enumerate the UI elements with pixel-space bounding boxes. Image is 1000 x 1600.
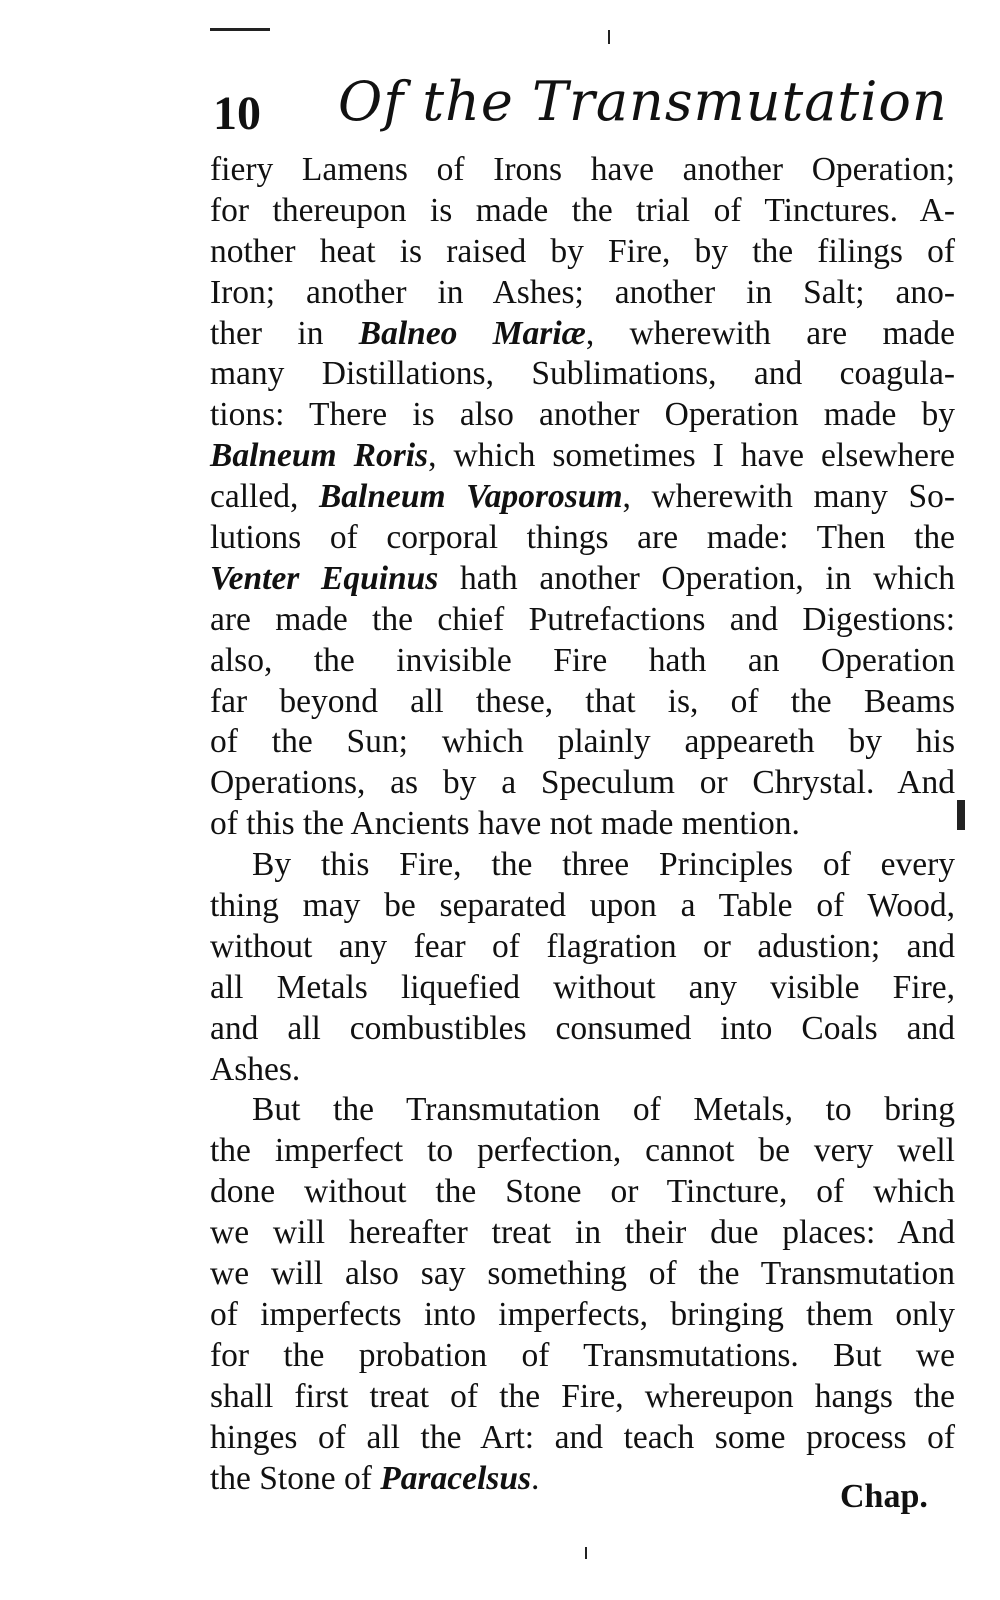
text-line: But the Transmutation of Metals, to bring bbox=[252, 1091, 955, 1129]
text-line: By this Fire, the three Principles of every bbox=[252, 846, 955, 884]
text-line: we will hereafter treat in their due places: And bbox=[210, 1214, 955, 1252]
italic-term: Paracelsus bbox=[380, 1459, 532, 1497]
text-line: and all combustibles consumed into Coals and bbox=[210, 1009, 955, 1047]
text-line: are made the chief Putrefactions and Digestions: bbox=[210, 600, 955, 638]
text-line: tions: There is also another Operation made by bbox=[210, 396, 955, 434]
text-fragment: . bbox=[531, 1459, 540, 1497]
running-head: Of the Transmutation bbox=[338, 70, 948, 133]
text-line: also, the invisible Fire hath an Operation bbox=[210, 641, 955, 679]
text-line bbox=[210, 436, 955, 477]
text-line: lutions of corporal things are made: Then the bbox=[210, 519, 955, 557]
text-line: all Metals liquefied without any visible Fire, bbox=[210, 968, 955, 1006]
text-fragment: called, bbox=[210, 478, 319, 516]
text-line: nother heat is raised by Fire, by the filings of bbox=[210, 232, 955, 270]
scan-mark-right bbox=[957, 800, 965, 830]
scan-mark-top bbox=[210, 28, 270, 31]
text-line: of the Sun; which plainly appeareth by his bbox=[210, 723, 955, 761]
text-fragment: , wherewith many So- bbox=[622, 478, 956, 516]
text-line: shall first treat of the Fire, whereupon hangs the bbox=[210, 1377, 955, 1415]
italic-term: Balneum Vaporosum bbox=[318, 478, 623, 516]
text-line: without any fear of flagration or adustion; and bbox=[210, 927, 955, 965]
text-line: done without the Stone or Tincture, of which bbox=[210, 1173, 955, 1211]
body-text bbox=[210, 150, 955, 1499]
text-line: for the probation of Transmutations. But we bbox=[210, 1336, 955, 1374]
page-header bbox=[213, 70, 953, 150]
text-line: thing may be separated upon a Table of Wood, bbox=[210, 887, 955, 925]
text-line bbox=[210, 477, 955, 518]
text-fragment: the Stone of bbox=[210, 1459, 381, 1497]
text-line bbox=[210, 559, 955, 600]
scan-mark-bottom bbox=[585, 1547, 587, 1559]
text-line: we will also say something of the Transmutation bbox=[210, 1255, 955, 1293]
text-line: for thereupon is made the trial of Tinctures. A- bbox=[210, 191, 955, 229]
text-fragment: , which sometimes I have elsewhere bbox=[428, 437, 955, 475]
italic-term: Balneum Roris bbox=[210, 437, 429, 475]
italic-term: Balneo Mariæ bbox=[358, 314, 586, 352]
text-line: of this the Ancients have not made mention. bbox=[210, 805, 800, 843]
text-line: far beyond all these, that is, of the Beams bbox=[210, 682, 955, 720]
text-fragment: ther in bbox=[210, 314, 359, 352]
text-fragment: hath another Operation, in which bbox=[438, 559, 955, 597]
page-number: 10 bbox=[213, 87, 261, 140]
catchword: Chap. bbox=[840, 1478, 928, 1515]
text-line: the imperfect to perfection, cannot be very well bbox=[210, 1132, 955, 1170]
text-line: of imperfects into imperfects, bringing them only bbox=[210, 1295, 955, 1333]
text-line: Iron; another in Ashes; another in Salt; ano- bbox=[210, 273, 955, 311]
italic-term: Venter Equinus bbox=[210, 559, 439, 597]
text-line: Ashes. bbox=[210, 1050, 301, 1088]
scan-mark-top-right bbox=[608, 30, 610, 44]
text-fragment: , wherewith are made bbox=[585, 314, 955, 352]
text-line: Operations, as by a Speculum or Chrystal. And bbox=[210, 764, 955, 802]
text-line bbox=[210, 314, 955, 355]
text-line: fiery Lamens of Irons have another Operation; bbox=[210, 151, 955, 188]
text-line: many Distillations, Sublimations, and coagula- bbox=[210, 355, 955, 393]
text-line: hinges of all the Art: and teach some process of bbox=[210, 1418, 955, 1456]
